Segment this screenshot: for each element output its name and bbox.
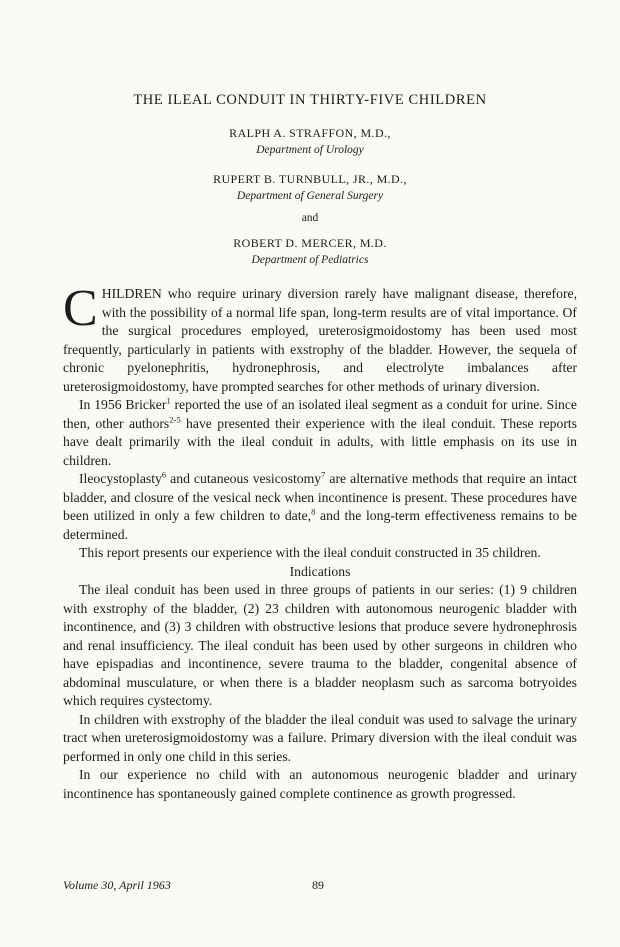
author-name-3: ROBERT D. MERCER, M.D. [233,236,387,250]
article-body [63,280,578,803]
author-dept-3: Department of Pediatrics [251,254,369,266]
section-heading-indications: Indications [289,563,351,579]
author-dept-2: Department of General Surgery [236,190,384,202]
paragraph-bricker: In 1956 Bricker$^1$ reported the use of an isolated ileal segment as a conduit for urine. Since then, other authors$^{2-5}$ have presented their experience with the ileal conduit. These reports have dealt primarily with the ileal conduit in adults, with little emphasis on its use in children. [63,395,578,468]
author-name-1: RALPH A. STRAFFON, M.D., [229,126,391,140]
paragraph-alternatives: Ileocystoplasty$^6$ and cutaneous vesicostomy$^7$ are alternative methods that require an intact bladder, and closure of the vesical neck when incontinence is present. These procedures have been utilized in only a few children to date,$^8$ and the long-term effectiveness remains to be determined. [63,469,578,542]
article-title: THE ILEAL CONDUIT IN THIRTY-FIVE CHILDREN [133,92,487,108]
paragraph-neurogenic: In our experience no child with an autonomous neurogenic bladder and urinary incontinence has spontaneously gained complete continence as growth progressed. [63,767,577,801]
paragraph-intro-text: HILDREN who require urinary diversion rarely have malignant disease, therefore, with the possibility of a normal life span, long-term results are of vital importance. Of the surgical procedures employed, ureterosigmoidostomy has been used most frequently, particularly in patients with exstrophy of the bladder. However, the sequela of chronic pyelonephritis, hydronephrosis, and electrolyte imbalances after ureterosigmoidostomy, have prompted searches for other methods of urinary diversion. [63,286,577,394]
citation-ref: 1 [166,395,171,406]
journal-volume: Volume 30, April 1963 [63,878,171,892]
paragraph-exstrophy: In children with exstrophy of the bladder the ileal conduit was used to salvage the urinary tract when ureterosigmoidostomy was a failure. Primary diversion with the ileal conduit was performed in only one child in this series. [63,711,577,764]
author-name-2: RUPERT B. TURNBULL, JR., M.D., [213,172,407,186]
paragraph-intro [63,280,577,396]
author-dept-1: Department of Urology [256,144,364,156]
author-conjunction: and [301,212,319,224]
drop-cap: C [63,280,98,337]
citation-ref: 8 [311,506,316,517]
citation-ref: 6 [161,469,167,480]
citation-ref: 7 [321,469,326,480]
paragraph-report: This report presents our experience with the ileal conduit constructed in 35 children. [79,545,541,560]
citation-ref: 2-5 [169,413,181,424]
page-number: 89 [312,878,324,892]
paragraph-groups: The ileal conduit has been used in three groups of patients in our series: (1) 9 children with exstrophy of the bladder, (2) 23 children with autonomous neurogenic bladder with incontinence, and (3) 3 children with obstructive lesions that produce severe hydronephrosis and renal insufficiency. The ileal conduit has been used by other surgeons in children who have epispadias and incontinence, severe trauma to the bladder, congenital absence of abdominal musculature, or when there is a bladder neoplasm such as sarcoma botryoides which requires cystectomy. [63,582,577,708]
